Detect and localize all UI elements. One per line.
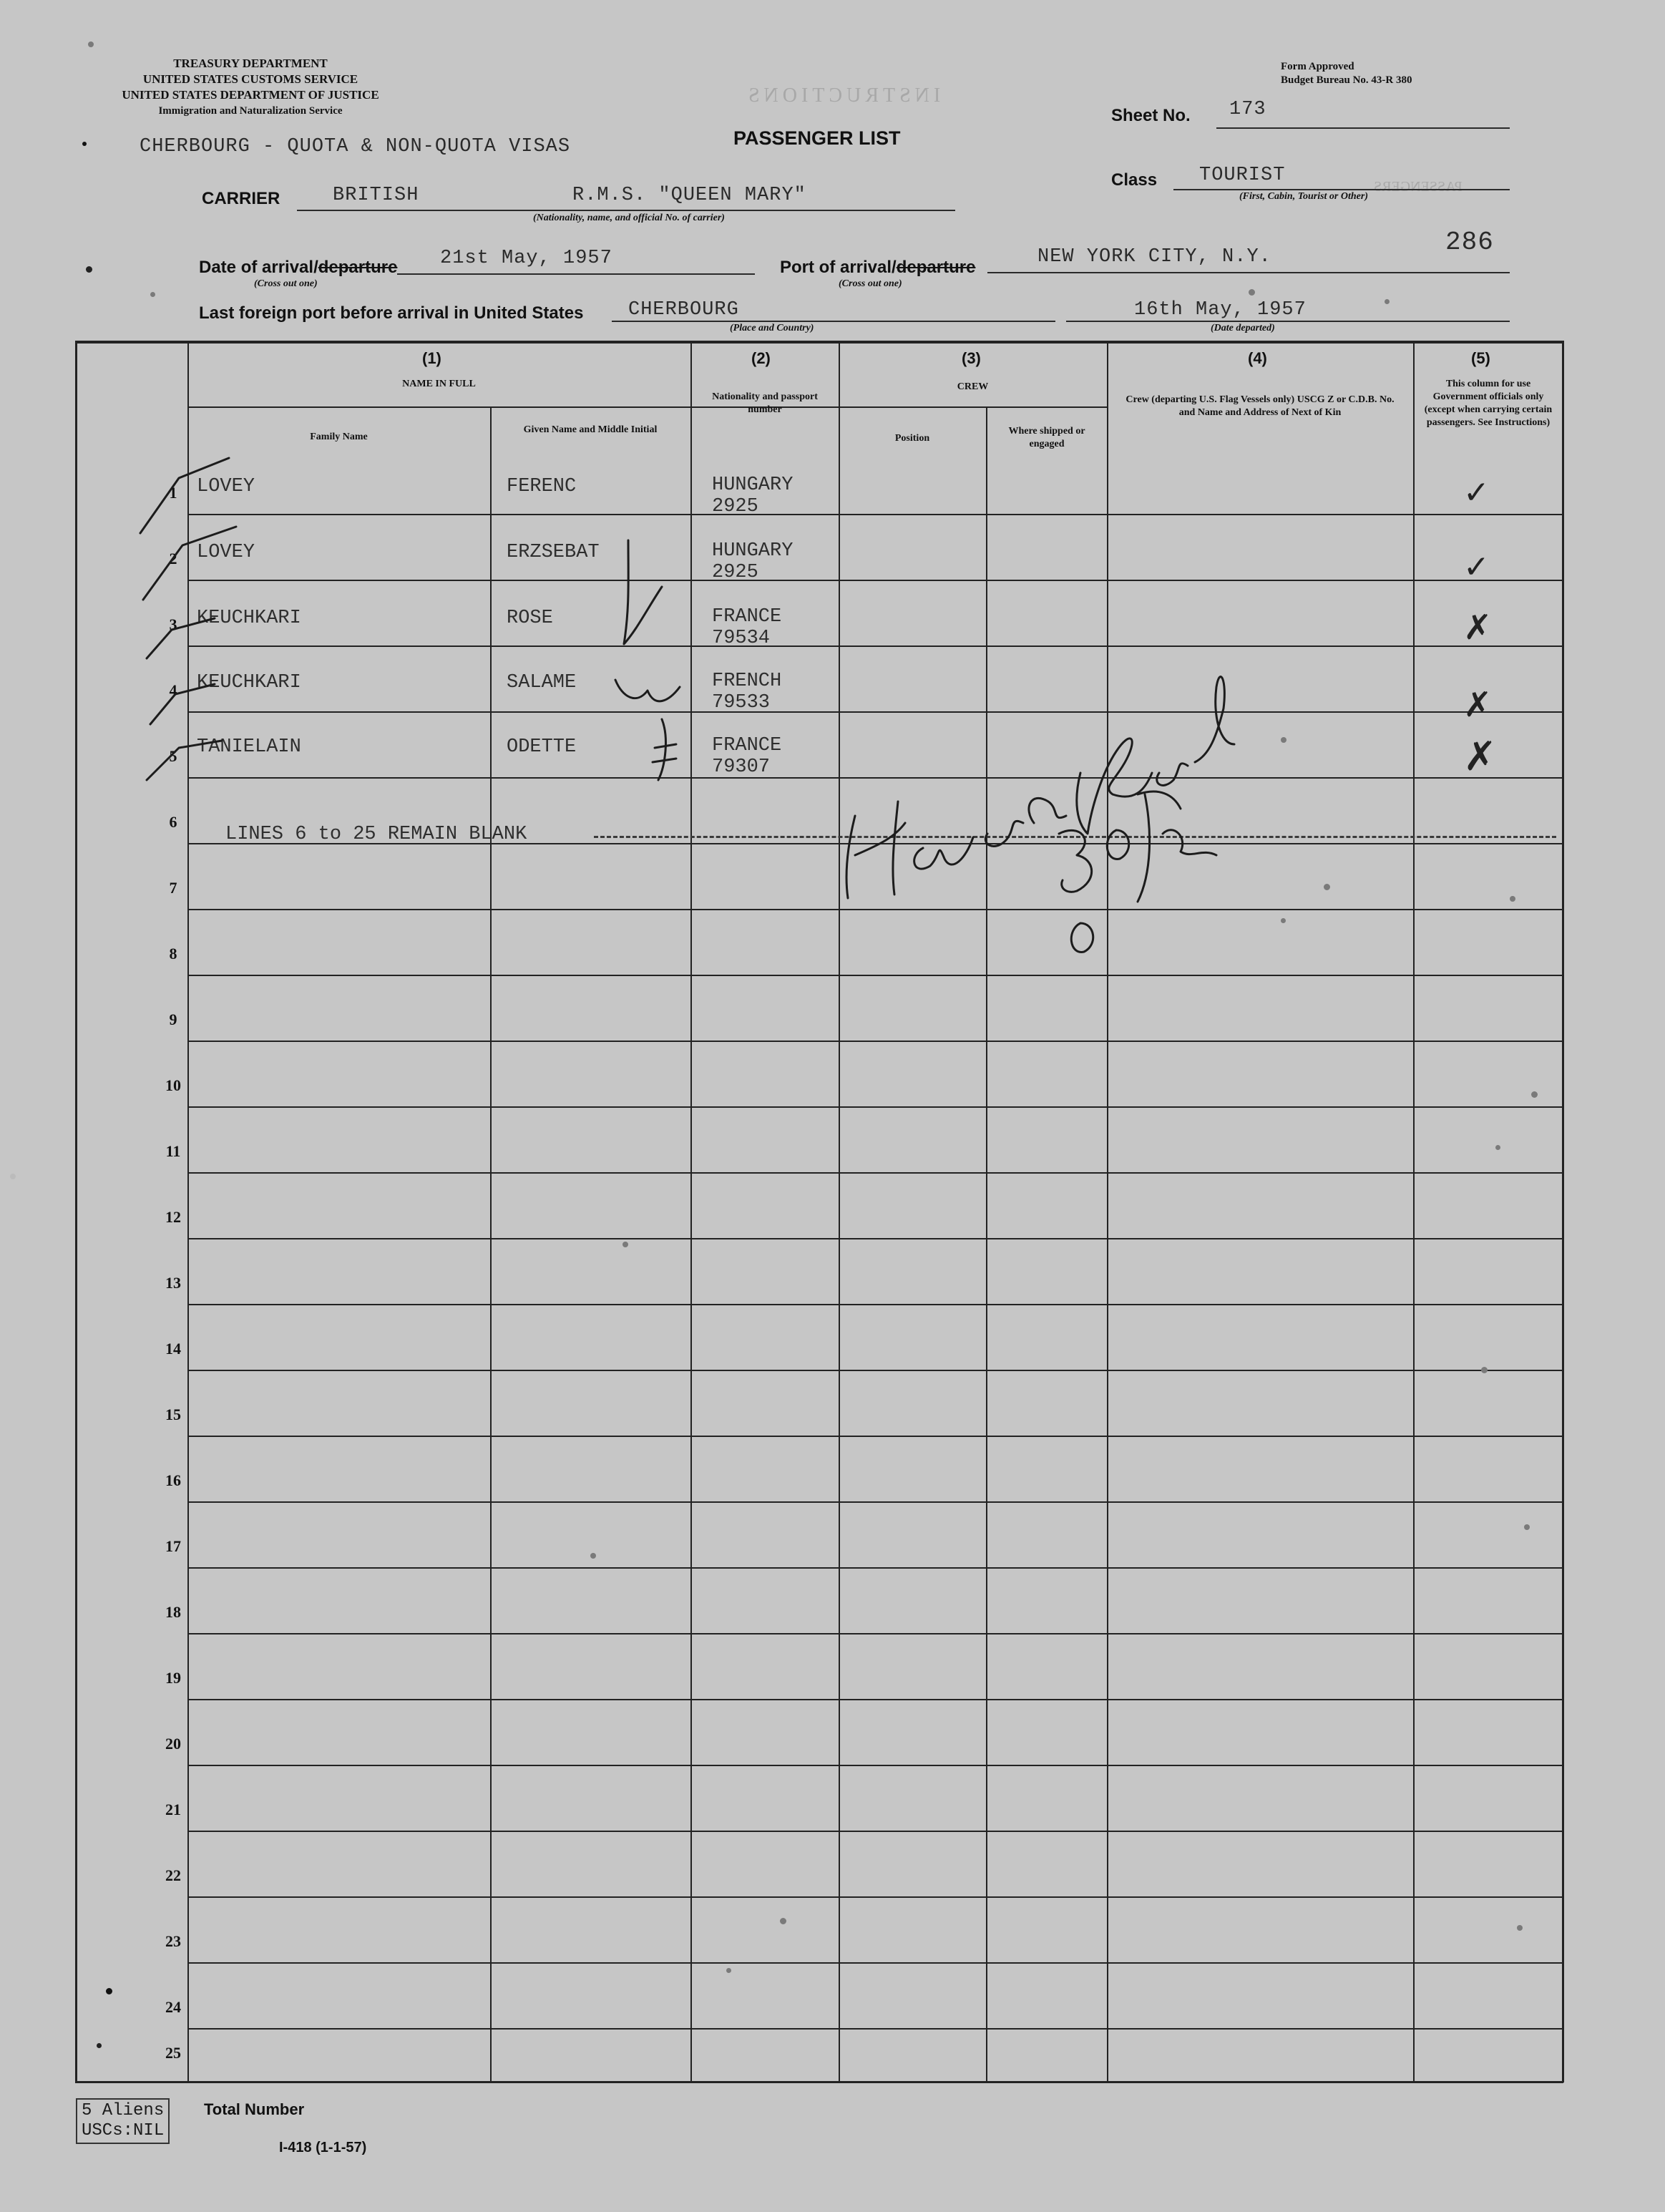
row-number: 25 bbox=[165, 2044, 181, 2062]
row-number: 1 bbox=[169, 484, 177, 502]
row-number: 2 bbox=[169, 550, 177, 567]
budget-bureau-text: Budget Bureau No. 43-R 380 bbox=[1281, 74, 1412, 86]
given-name-cell: ROSE bbox=[507, 608, 553, 629]
class-label: Class bbox=[1111, 170, 1158, 190]
given-name-cell: ODETTE bbox=[507, 736, 577, 758]
row-number: 6 bbox=[169, 813, 177, 831]
last-port-sub: (Place and Country) bbox=[730, 323, 814, 333]
form-number: I-418 (1-1-57) bbox=[279, 2140, 367, 2155]
row-number: 9 bbox=[169, 1010, 177, 1028]
agency-line: TREASURY DEPARTMENT bbox=[173, 57, 328, 70]
bleed-through: PASSENGERS bbox=[1374, 179, 1463, 195]
official-mark: ✗ bbox=[1463, 608, 1493, 648]
row-number: 20 bbox=[165, 1735, 181, 1753]
total-number-label: Total Number bbox=[204, 2100, 305, 2118]
family-name-cell: LOVEY bbox=[197, 542, 255, 563]
row-number: 11 bbox=[165, 1142, 181, 1160]
sheet-label: Sheet No. bbox=[1111, 106, 1191, 125]
official-mark: ✓ bbox=[1463, 549, 1490, 585]
page-title: PASSENGER LIST bbox=[733, 127, 901, 149]
date-departed-sub: (Date departed) bbox=[1211, 323, 1275, 333]
col4-title: Crew (departing U.S. Flag Vessels only) USCG Z or C.D.B. No. and Name and Address of Next of Kin bbox=[1126, 394, 1395, 418]
port-cross-out: (Cross out one) bbox=[839, 278, 902, 289]
carrier-name: R.M.S. "QUEEN MARY" bbox=[572, 185, 806, 206]
row-number: 5 bbox=[169, 747, 177, 765]
row-number: 16 bbox=[165, 1471, 181, 1489]
row-number: 12 bbox=[165, 1208, 181, 1226]
passport-cell: 79307 bbox=[712, 756, 771, 778]
nationality-cell: FRANCE bbox=[712, 735, 782, 756]
row-number: 13 bbox=[165, 1274, 181, 1292]
agency-line: UNITED STATES DEPARTMENT OF JUSTICE bbox=[122, 88, 379, 102]
nationality-cell: HUNGARY bbox=[712, 474, 794, 496]
col3-number: (3) bbox=[962, 349, 981, 367]
col2-number: (2) bbox=[751, 349, 771, 367]
col-position: Position bbox=[894, 433, 930, 444]
passport-cell: 2925 bbox=[712, 562, 758, 583]
given-name-cell: SALAME bbox=[507, 672, 577, 693]
official-mark: ✗ bbox=[1463, 685, 1493, 725]
col5-title: This column for use Government officials only (except when carrying certain passengers. See Instructions) bbox=[1424, 379, 1553, 428]
row-number: 17 bbox=[165, 1537, 181, 1555]
stamp-number: 286 bbox=[1445, 228, 1494, 257]
port-label-text: Port of arrival/ bbox=[780, 258, 897, 277]
nationality-cell: HUNGARY bbox=[712, 540, 794, 562]
col5-number: (5) bbox=[1471, 349, 1490, 367]
date-cross-out: (Cross out one) bbox=[254, 278, 318, 289]
official-mark: ✓ bbox=[1463, 474, 1490, 511]
row-number: 8 bbox=[169, 945, 177, 963]
row-number: 15 bbox=[165, 1405, 181, 1423]
col-family-name: Family Name bbox=[310, 432, 368, 442]
carrier-sub: (Nationality, name, and official No. of carrier) bbox=[533, 213, 725, 223]
given-name-cell: ERZSEBAT bbox=[507, 542, 600, 563]
row-number: 18 bbox=[165, 1603, 181, 1621]
col1-number: (1) bbox=[422, 349, 441, 367]
col4-number: (4) bbox=[1248, 349, 1267, 367]
nationality-cell: FRENCH bbox=[712, 671, 782, 692]
alien-count-stamp bbox=[76, 2098, 170, 2144]
col-where-shipped: Where shipped or engaged bbox=[1008, 426, 1085, 449]
port-label-struck: departure bbox=[896, 258, 976, 277]
family-name-cell: TANIELAIN bbox=[197, 736, 301, 758]
row-number: 3 bbox=[169, 615, 177, 633]
carrier-nationality: BRITISH bbox=[333, 185, 419, 206]
row-number: 21 bbox=[165, 1801, 181, 1818]
aliens-count: 5 Aliens bbox=[82, 2101, 165, 2120]
col3-title: CREW bbox=[957, 381, 989, 392]
family-name-cell: KEUCHKARI bbox=[197, 672, 301, 693]
blank-lines-note: LINES 6 to 25 REMAIN BLANK bbox=[225, 824, 527, 845]
given-name-cell: FERENC bbox=[507, 476, 577, 497]
col2-title: Nationality and passport number bbox=[712, 391, 818, 415]
family-name-cell: KEUCHKARI bbox=[197, 608, 301, 629]
agency-line: Immigration and Naturalization Service bbox=[158, 105, 343, 117]
row-number: 10 bbox=[165, 1076, 181, 1094]
date-value: 21st May, 1957 bbox=[440, 248, 612, 269]
passport-cell: 2925 bbox=[712, 496, 758, 517]
passport-cell: 79533 bbox=[712, 692, 771, 713]
bleed-through: INSTRUCTIONS bbox=[744, 84, 941, 107]
uscs-count: USCs:NIL bbox=[82, 2121, 165, 2140]
form-approved-text: Form Approved bbox=[1281, 61, 1354, 72]
row-number: 4 bbox=[169, 681, 177, 699]
col1-title: NAME IN FULL bbox=[402, 379, 476, 389]
row-number: 22 bbox=[165, 1866, 181, 1884]
row-number: 14 bbox=[165, 1340, 181, 1358]
date-label-text: Date of arrival/ bbox=[199, 258, 318, 277]
col-given-name: Given Name and Middle Initial bbox=[523, 424, 658, 435]
carrier-label: CARRIER bbox=[202, 189, 280, 208]
row-number: 19 bbox=[165, 1669, 181, 1687]
date-label-struck: departure bbox=[318, 258, 398, 277]
nationality-cell: FRANCE bbox=[712, 606, 782, 628]
row-number: 7 bbox=[169, 879, 177, 897]
last-port-value: CHERBOURG bbox=[628, 299, 739, 321]
row-number: 23 bbox=[165, 1932, 181, 1950]
family-name-cell: LOVEY bbox=[197, 476, 255, 497]
last-port-label: Last foreign port before arrival in United States bbox=[199, 303, 584, 323]
port-value: NEW YORK CITY, N.Y. bbox=[1037, 246, 1271, 268]
visa-line: CHERBOURG - QUOTA & NON-QUOTA VISAS bbox=[140, 136, 571, 157]
sheet-number: 173 bbox=[1229, 99, 1266, 120]
agency-line: UNITED STATES CUSTOMS SERVICE bbox=[142, 72, 358, 86]
row-number: 24 bbox=[165, 1998, 181, 2016]
date-departed-value: 16th May, 1957 bbox=[1134, 299, 1307, 321]
class-sub: (First, Cabin, Tourist or Other) bbox=[1239, 191, 1368, 202]
official-mark: ✗ bbox=[1463, 734, 1497, 780]
passport-cell: 79534 bbox=[712, 628, 771, 649]
class-value: TOURIST bbox=[1199, 165, 1286, 186]
